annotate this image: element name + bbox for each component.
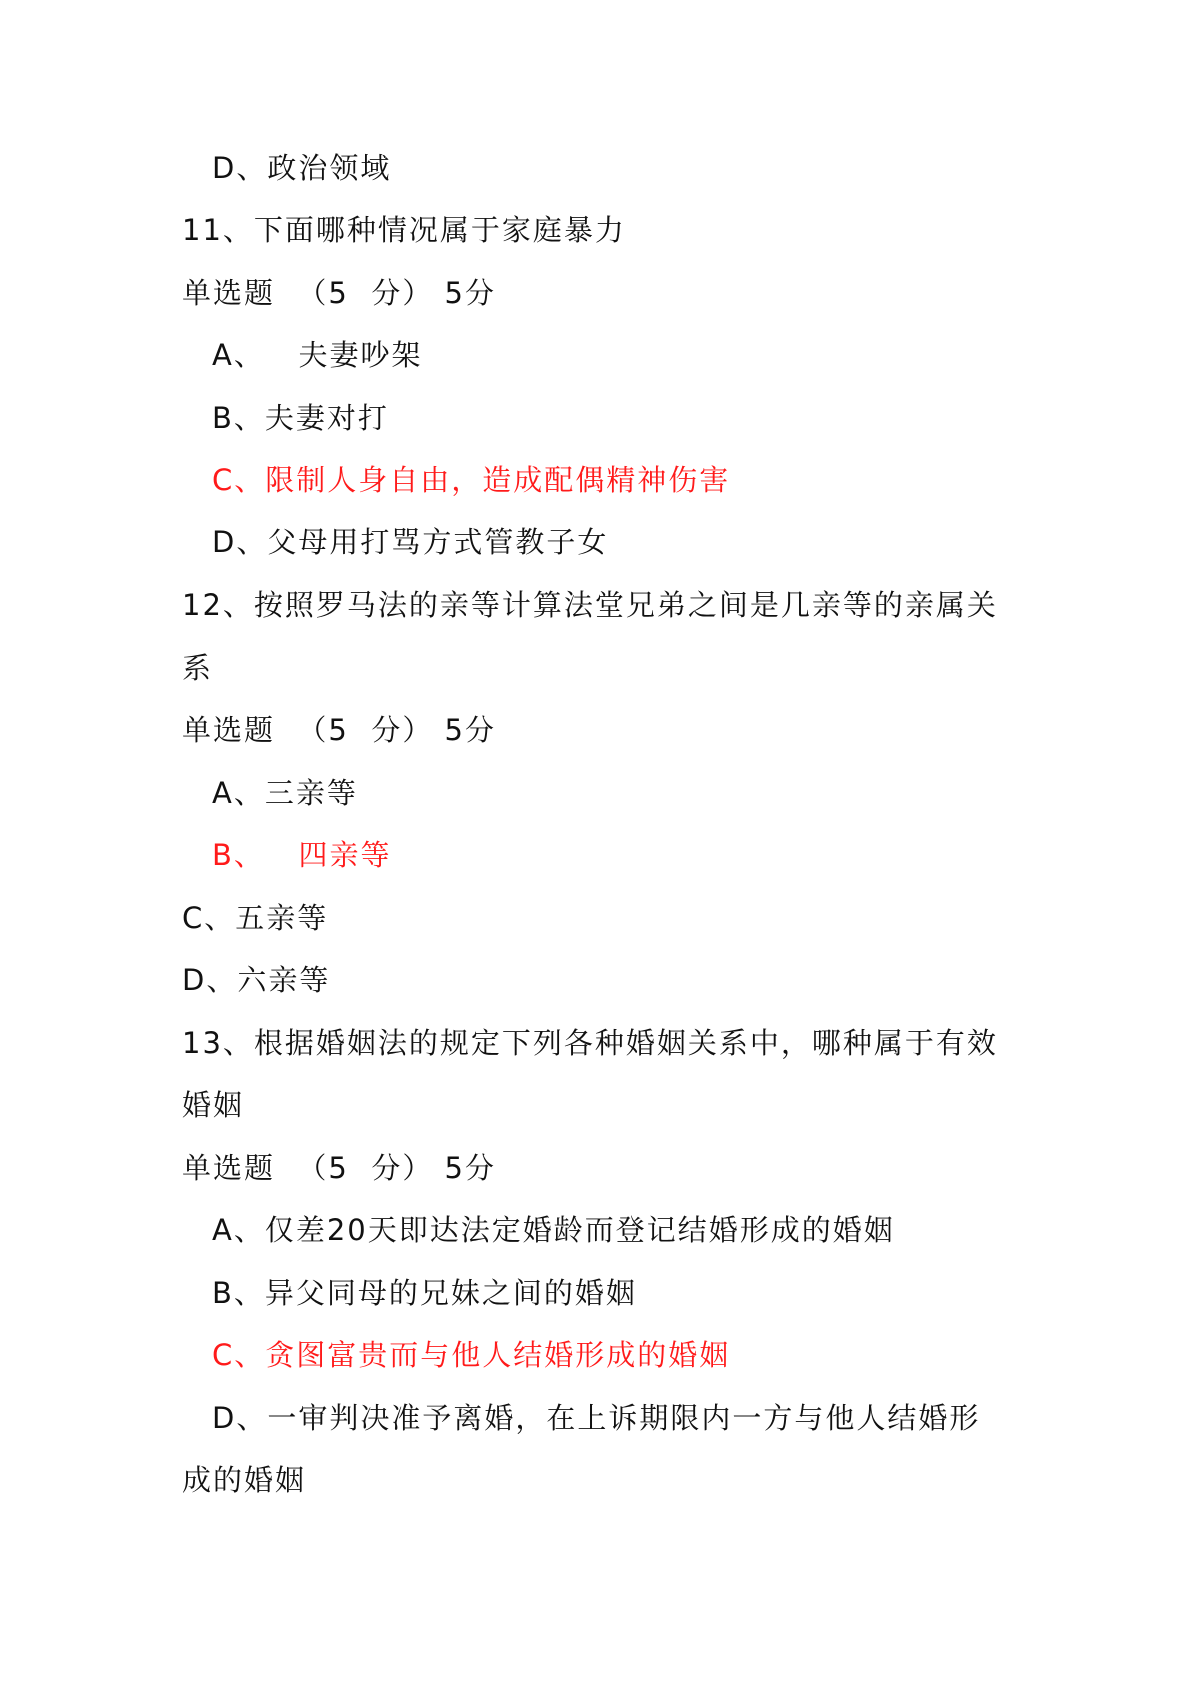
q11-option-a: A、 夫妻吵架 xyxy=(212,338,423,372)
q13-option-b: B、异父同母的兄妹之间的婚姻 xyxy=(212,1276,637,1310)
q13-option-d-cont: 成的婚姻 xyxy=(182,1463,307,1497)
q13-option-a: A、仅差20天即达法定婚龄而登记结婚形成的婚姻 xyxy=(212,1213,895,1247)
q11-option-c-answer: C、限制人身自由，造成配偶精神伤害 xyxy=(212,463,731,497)
q13-question: 13、根据婚姻法的规定下列各种婚姻关系中，哪种属于有效 xyxy=(182,1026,998,1060)
q12-type-score: 单选题 （5 分） 5分 xyxy=(182,713,496,747)
q11-question: 11、下面哪种情况属于家庭暴力 xyxy=(182,213,626,247)
q11-option-d: D、父母用打骂方式管教子女 xyxy=(212,525,609,559)
q11-type-score: 单选题 （5 分） 5分 xyxy=(182,276,496,310)
q12-option-b-answer: B、 四亲等 xyxy=(212,838,392,872)
q12-option-a: A、三亲等 xyxy=(212,776,358,810)
q10-option-d: D、政治领域 xyxy=(212,151,392,185)
q13-question-cont: 婚姻 xyxy=(182,1088,245,1122)
q12-question-cont: 系 xyxy=(182,651,214,685)
q12-option-d: D、六亲等 xyxy=(182,963,331,997)
q13-type-score: 单选题 （5 分） 5分 xyxy=(182,1151,496,1185)
q12-question: 12、按照罗马法的亲等计算法堂兄弟之间是几亲等的亲属关 xyxy=(182,588,998,622)
q13-option-c-answer: C、贪图富贵而与他人结婚形成的婚姻 xyxy=(212,1338,731,1372)
q12-option-c: C、五亲等 xyxy=(182,901,329,935)
q13-option-d: D、一审判决准予离婚，在上诉期限内一方与他人结婚形 xyxy=(212,1401,981,1435)
q11-option-b: B、夫妻对打 xyxy=(212,401,389,435)
